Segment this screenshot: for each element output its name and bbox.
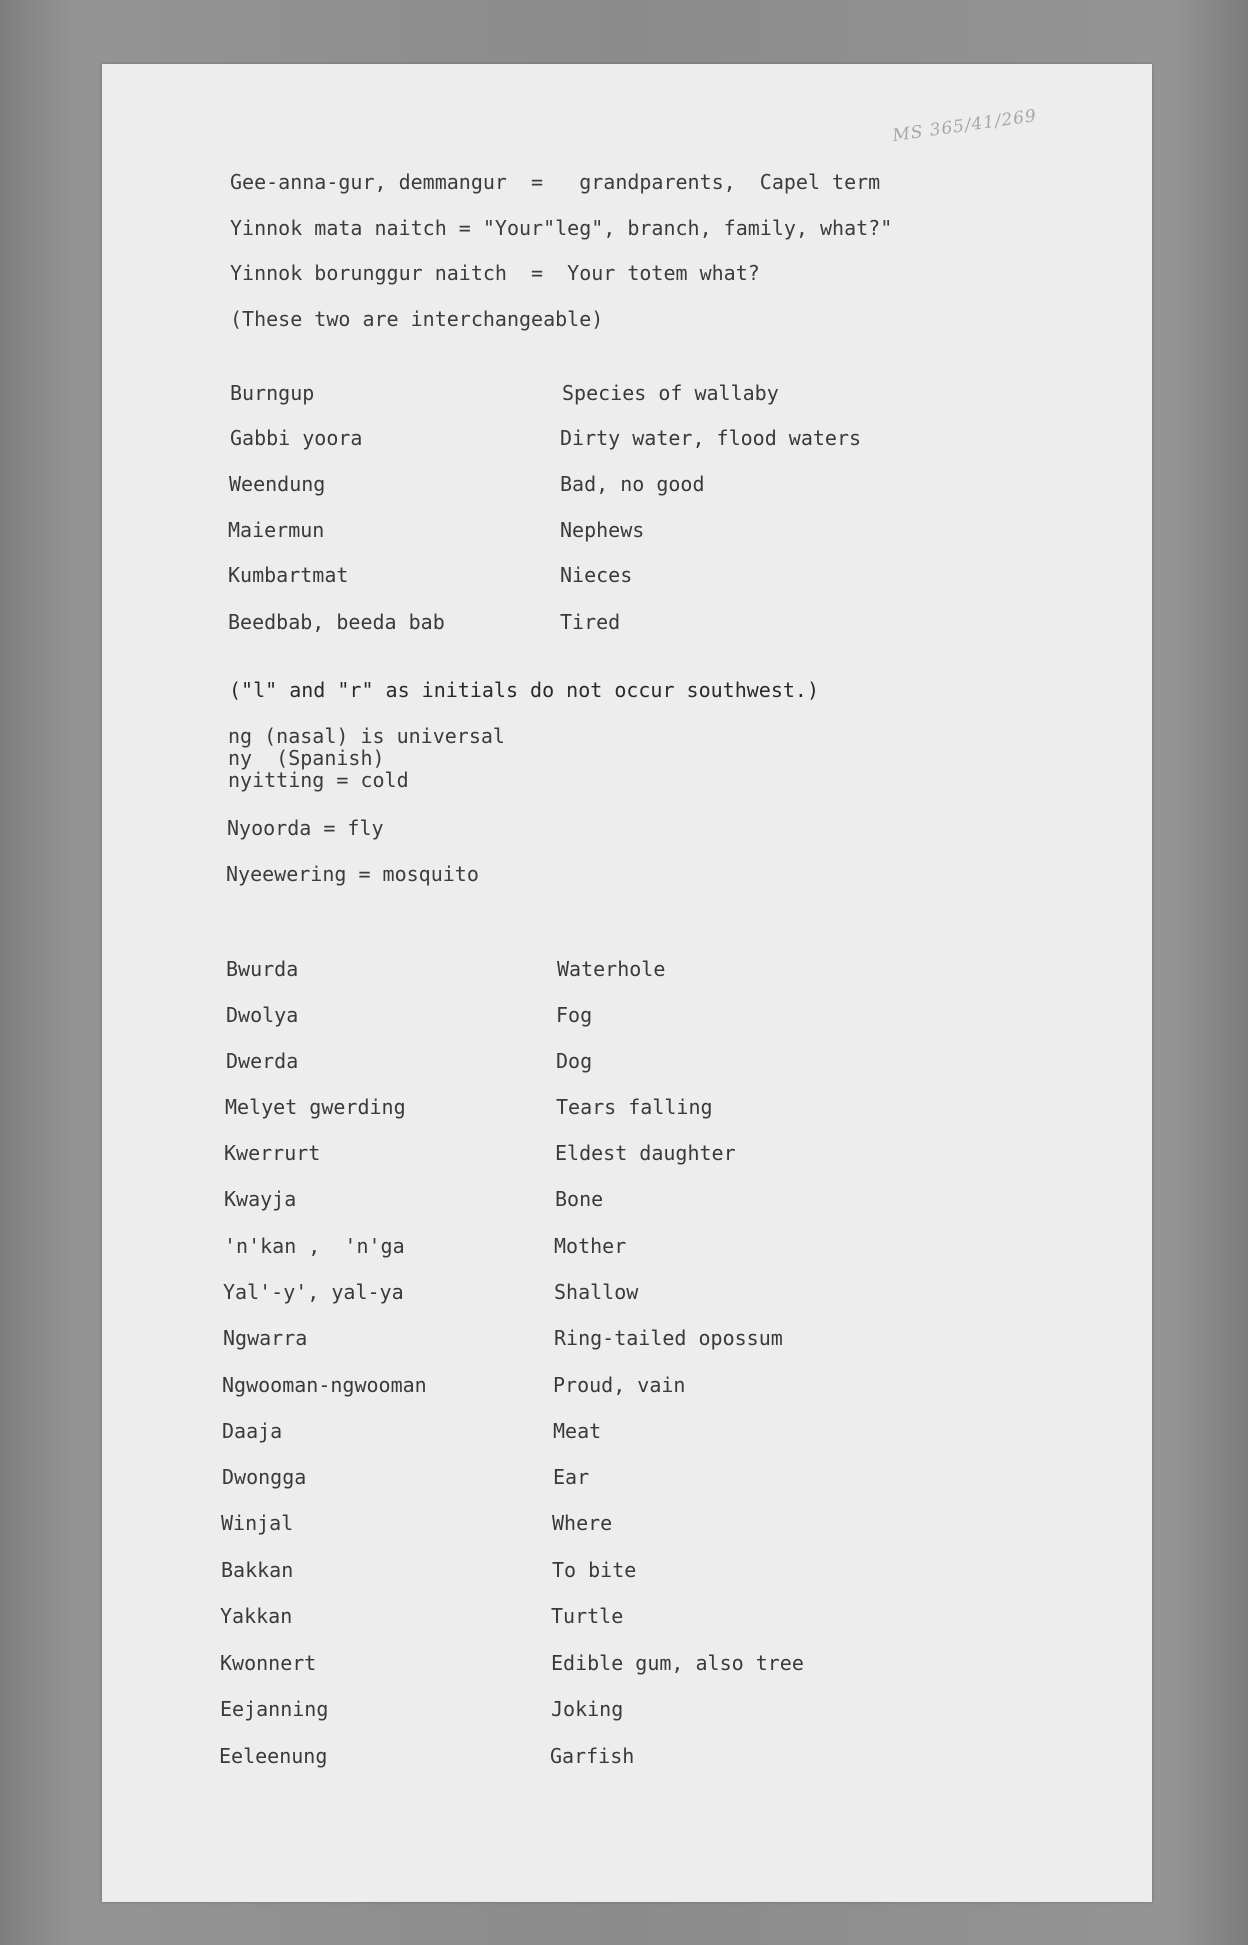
vocab-meaning: Joking [551, 1697, 624, 1721]
vocab-term: 'n'kan , 'n'ga [224, 1234, 405, 1258]
vocab-meaning: Nephews [560, 518, 645, 542]
note-ny-spanish: ny (Spanish) [228, 746, 385, 770]
vocab-meaning: Edible gum, also tree [551, 1651, 804, 1675]
note-nyitting: nyitting = cold [228, 768, 409, 792]
vocab-meaning: Proud, vain [553, 1373, 686, 1397]
vocab-row [102, 1373, 1152, 1397]
vocab-row [102, 1187, 1152, 1211]
vocab-term: Kwerrurt [224, 1141, 321, 1165]
vocab-term: Beedbab, beeda bab [228, 610, 445, 634]
vocab-row [102, 1280, 1152, 1304]
vocab-meaning: Tears falling [556, 1095, 713, 1119]
vocab-row [102, 1234, 1152, 1258]
typed-manuscript-page [102, 64, 1152, 1902]
vocab-row [102, 381, 1152, 405]
vocab-term: Burngup [230, 381, 315, 405]
vocab-row [102, 426, 1152, 450]
vocab-row [102, 563, 1152, 587]
vocab-row [102, 1326, 1152, 1350]
vocab-term: Kumbartmat [228, 563, 349, 587]
vocab-meaning: Turtle [551, 1604, 624, 1628]
note-ng-nasal: ng (nasal) is universal [228, 724, 505, 748]
vocab-meaning: Meat [553, 1419, 602, 1443]
vocab-row [102, 1697, 1152, 1721]
vocab-meaning: Waterhole [557, 957, 666, 981]
vocab-term: Kwayja [224, 1187, 297, 1211]
vocab-meaning: Ring-tailed opossum [554, 1326, 783, 1350]
vocab-row [102, 957, 1152, 981]
note-nyoorda: Nyoorda = fly [227, 816, 384, 840]
vocab-row [102, 1465, 1152, 1489]
vocab-term: Dwerda [226, 1049, 299, 1073]
note-nyeewering: Nyeewering = mosquito [226, 862, 479, 886]
intro-line-leg-branch: Yinnok mata naitch = "Your"leg", branch, family, what?" [230, 216, 893, 240]
vocab-term: Dwongga [222, 1465, 307, 1489]
vocab-meaning: Species of wallaby [562, 381, 779, 405]
vocab-term: Yal'-y', yal-ya [223, 1280, 404, 1304]
vocab-row [102, 1558, 1152, 1582]
vocab-term: Maiermun [228, 518, 325, 542]
intro-line-interchangeable: (These two are interchangeable) [230, 307, 604, 331]
vocab-meaning: Tired [560, 610, 621, 634]
vocab-term: Eejanning [220, 1697, 329, 1721]
vocab-term: Daaja [222, 1419, 283, 1443]
vocab-meaning: Ear [553, 1465, 590, 1489]
vocab-row [102, 1511, 1152, 1535]
vocab-term: Yakkan [220, 1604, 293, 1628]
vocab-meaning: Bone [555, 1187, 604, 1211]
vocab-meaning: Nieces [560, 563, 633, 587]
vocab-row [102, 610, 1152, 634]
intro-line-grandparents: Gee-anna-gur, demmangur = grandparents, Capel term [230, 170, 881, 194]
note-initials: ("l" and "r" as initials do not occur southwest.) [229, 678, 820, 702]
vocab-row [102, 1651, 1152, 1675]
intro-line-totem: Yinnok borunggur naitch = Your totem what? [230, 261, 760, 285]
vocab-meaning: Garfish [550, 1744, 635, 1768]
vocab-term: Gabbi yoora [230, 426, 363, 450]
sheet-reference: MS 365/41/269 [891, 105, 1039, 147]
vocab-row [102, 1095, 1152, 1119]
vocab-meaning: To bite [552, 1558, 637, 1582]
vocab-meaning: Eldest daughter [555, 1141, 736, 1165]
vocab-term: Eeleenung [219, 1744, 328, 1768]
vocab-row [102, 1049, 1152, 1073]
vocab-meaning: Dog [556, 1049, 593, 1073]
vocab-meaning: Where [552, 1511, 613, 1535]
vocab-term: Ngwooman-ngwooman [222, 1373, 427, 1397]
vocab-row [102, 1604, 1152, 1628]
vocab-meaning: Dirty water, flood waters [560, 426, 862, 450]
vocab-row [102, 1003, 1152, 1027]
vocab-term: Kwonnert [220, 1651, 317, 1675]
vocab-term: Dwolya [226, 1003, 299, 1027]
vocab-row [102, 518, 1152, 542]
vocab-meaning: Mother [554, 1234, 627, 1258]
vocab-term: Weendung [229, 472, 326, 496]
vocab-row [102, 472, 1152, 496]
vocab-meaning: Fog [556, 1003, 593, 1027]
vocab-row [102, 1744, 1152, 1768]
vocab-term: Ngwarra [223, 1326, 308, 1350]
vocab-term: Bakkan [221, 1558, 294, 1582]
vocab-meaning: Bad, no good [560, 472, 705, 496]
vocab-term: Bwurda [226, 957, 299, 981]
vocab-row [102, 1419, 1152, 1443]
vocab-term: Melyet gwerding [225, 1095, 406, 1119]
vocab-meaning: Shallow [554, 1280, 639, 1304]
vocab-row [102, 1141, 1152, 1165]
vocab-term: Winjal [221, 1511, 294, 1535]
